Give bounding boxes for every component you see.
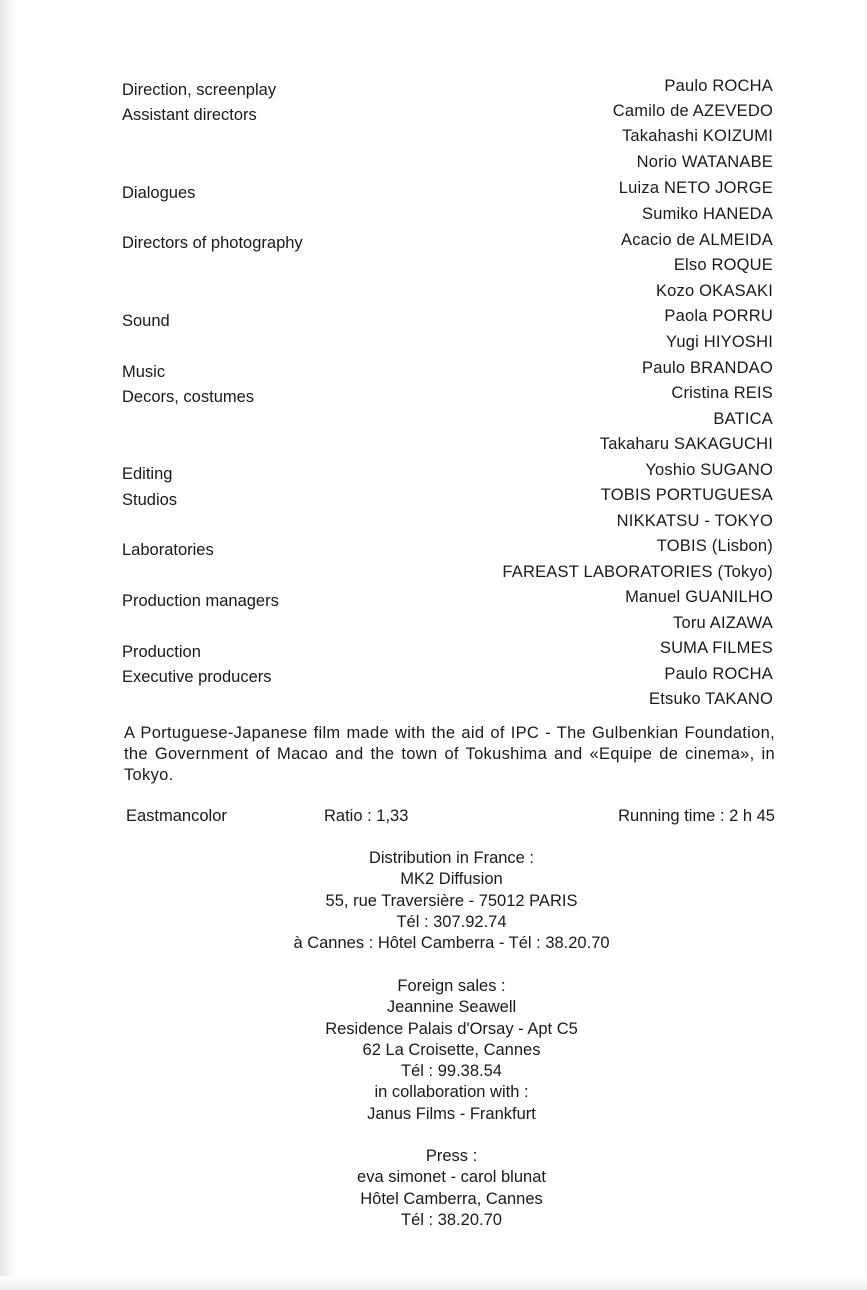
distribution-line: 55, rue Traversière - 75012 PARIS xyxy=(325,891,578,910)
credit-role: Assistant directors xyxy=(122,106,257,124)
credit-role: Studios xyxy=(122,491,178,509)
foreign-sales-line: 62 La Croisette, Cannes xyxy=(362,1040,541,1059)
credit-role: Production xyxy=(122,643,201,661)
press-line: Hôtel Camberra, Cannes xyxy=(360,1189,543,1208)
credit-role: Direction, screenplay xyxy=(122,81,277,99)
credit-role: Editing xyxy=(122,465,173,483)
credit-name: Cristina REIS xyxy=(671,384,773,402)
running-time: Running time : 2 h 45 xyxy=(618,807,775,825)
credit-name: TOBIS (Lisbon) xyxy=(656,537,773,555)
credit-name: Yoshio SUGANO xyxy=(645,461,773,479)
credit-name: NIKKATSU - TOKYO xyxy=(616,512,773,530)
foreign-sales-line: in collaboration with : xyxy=(374,1083,529,1102)
credit-name: FAREAST LABORATORIES (Tokyo) xyxy=(502,563,773,581)
credit-role: Decors, costumes xyxy=(122,388,255,406)
credit-role: Dialogues xyxy=(122,184,196,202)
credit-name: Paola PORRU xyxy=(664,307,773,325)
foreign-sales-line: Residence Palais d'Orsay - Apt C5 xyxy=(325,1019,578,1038)
press-block xyxy=(0,1146,867,1231)
credit-role: Music xyxy=(122,363,166,381)
foreign-sales-line: Janus Films - Frankfurt xyxy=(367,1104,536,1123)
distribution-block xyxy=(0,848,867,954)
credit-name: Elso ROQUE xyxy=(673,256,773,274)
credit-role: Executive producers xyxy=(122,668,272,686)
credit-name: Paulo BRANDAO xyxy=(642,359,773,377)
credit-name: Paulo ROCHA xyxy=(664,665,773,683)
color-process: Eastmancolor xyxy=(126,807,227,825)
distribution-line: Tél : 307.92.74 xyxy=(396,912,507,931)
credit-name: BATICA xyxy=(713,410,773,428)
credit-name: Kozo OKASAKI xyxy=(655,282,773,300)
credit-name: Toru AIZAWA xyxy=(673,614,773,632)
page-bottom-shadow xyxy=(0,1276,867,1290)
credit-name: Manuel GUANILHO xyxy=(625,588,773,606)
credit-role: Directors of photography xyxy=(122,234,303,252)
foreign-sales-block xyxy=(0,976,867,1125)
credit-name: TOBIS PORTUGUESA xyxy=(600,486,773,504)
credit-name: Etsuko TAKANO xyxy=(649,690,773,708)
distribution-line: à Cannes : Hôtel Camberra - Tél : 38.20.70 xyxy=(293,934,610,953)
aspect-ratio: Ratio : 1,33 xyxy=(324,807,409,825)
press-line: Tél : 38.20.70 xyxy=(401,1210,502,1229)
distribution-line: Distribution in France : xyxy=(368,849,535,867)
credit-name: Norio WATANABE xyxy=(636,153,773,171)
credit-role: Laboratories xyxy=(122,541,214,559)
credit-role: Sound xyxy=(122,312,170,330)
credit-name: Luiza NETO JORGE xyxy=(618,179,773,197)
credit-role: Production managers xyxy=(122,592,279,610)
credit-name: SUMA FILMES xyxy=(659,639,773,657)
distribution-line: MK2 Diffusion xyxy=(400,870,503,889)
foreign-sales-line: Tél : 99.38.54 xyxy=(401,1062,502,1081)
foreign-sales-line: Foreign sales : xyxy=(397,977,506,995)
production-note: A Portuguese-Japanese film made with the aid of IPC - The Gulbenkian Foundation, the Government of Macao and the town of Tokushima and «Equipe de cinema», in Tokyo. xyxy=(124,724,775,784)
credit-name: Sumiko HANEDA xyxy=(642,205,773,223)
credit-name: Takaharu SAKAGUCHI xyxy=(599,435,773,453)
credit-name: Acacio de ALMEIDA xyxy=(621,231,773,249)
credit-name: Paulo ROCHA xyxy=(664,77,773,95)
credit-name: Yugi HIYOSHI xyxy=(666,333,773,351)
credit-name: Camilo de AZEVEDO xyxy=(612,102,773,120)
press-line: eva simonet - carol blunat xyxy=(357,1168,546,1187)
press-line: Press : xyxy=(425,1147,478,1165)
credit-name: Takahashi KOIZUMI xyxy=(621,127,773,145)
foreign-sales-line: Jeannine Seawell xyxy=(386,998,517,1017)
